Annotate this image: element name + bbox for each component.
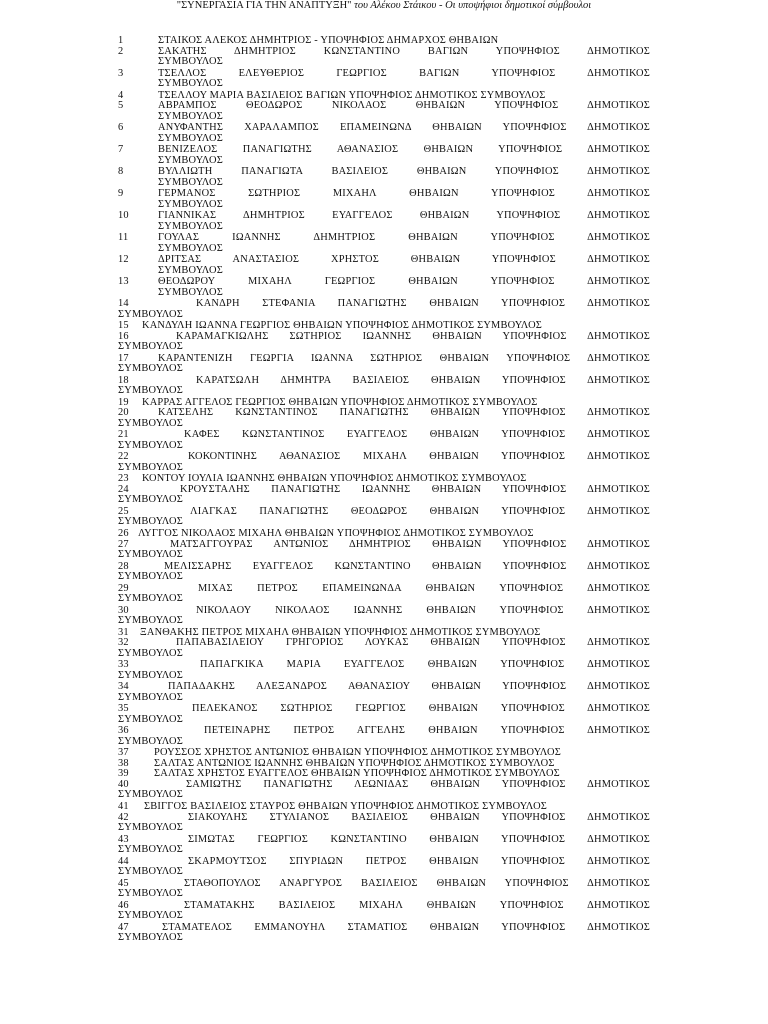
list-item <box>118 901 650 923</box>
list-item <box>118 47 650 69</box>
candidate-entry-continued: ΣΥΜΒΟΥΛΟΣ <box>158 154 223 166</box>
candidate-entry: ΚΑΡΑΜΑΓΚΙΩΛΗΣ ΣΩΤΗΡΙΟΣ ΙΩΑΝΝΗΣ ΘΗΒΑΙΩΝ ΥΠΟΨΗΦΙΟΣ ΔΗΜΟΤΙΚΟΣ <box>176 331 650 342</box>
document-header <box>0 0 768 14</box>
candidate-entry: ΣΤΑΜΑΤΕΛΟΣ ΕΜΜΑΝΟΥΗΛ ΣΤΑΜΑΤΙΟΣ ΘΗΒΑΙΩΝ ΥΠΟΨΗΦΙΟΣ ΔΗΜΟΤΙΚΟΣ <box>162 922 650 933</box>
coalition-name: "ΣΥΝΕΡΓΑΣΙΑ ΓΙΑ ΤΗΝ ΑΝΑΠΤΥΞΗ" <box>176 0 352 11</box>
candidate-entry-continued: ΣΥΜΒΟΥΛΟΣ <box>158 286 223 298</box>
candidate-entry-continued: ΣΥΜΒΟΥΛΟΣ <box>118 909 183 921</box>
candidate-entry: ΓΙΑΝΝΙΚΑΣ ΔΗΜΗΤΡΙΟΣ ΕΥΑΓΓΕΛΟΣ ΘΗΒΑΙΩΝ ΥΠΟΨΗΦΙΟΣ ΔΗΜΟΤΙΚΟΣ <box>158 211 650 222</box>
candidate-entry: ΜΙΧΑΣ ΠΕΤΡΟΣ ΕΠΑΜΕΙΝΩΝΔΑ ΘΗΒΑΙΩΝ ΥΠΟΨΗΦΙΟΣ ΔΗΜΟΤΙΚΟΣ <box>198 583 650 594</box>
candidate-number: 24 <box>118 483 129 495</box>
candidate-number: 32 <box>118 637 129 649</box>
list-item <box>118 726 650 748</box>
candidate-entry: ΣΤΑΘΟΠΟΥΛΟΣ ΑΝΑΡΓΥΡΟΣ ΒΑΣΙΛΕΙΟΣ ΘΗΒΑΙΩΝ ΥΠΟΨΗΦΙΟΣ ΔΗΜΟΤΙΚΟΣ <box>184 878 650 889</box>
candidate-number: 27 <box>118 538 129 550</box>
list-item <box>118 91 650 102</box>
list-item <box>118 628 650 639</box>
candidate-number: 8 <box>118 166 124 178</box>
candidate-entry: ΣΙΜΩΤΑΣ ΓΕΩΡΓΙΟΣ ΚΩΝΣΤΑΝΤΙΝΟ ΘΗΒΑΙΩΝ ΥΠΟΨΗΦΙΟΣ ΔΗΜΟΤΙΚΟΣ <box>188 834 650 845</box>
candidate-entry: ΒΕΝΙΖΕΛΟΣ ΠΑΝΑΓΙΩΤΗΣ ΑΘΑΝΑΣΙΟΣ ΘΗΒΑΙΩΝ ΥΠΟΨΗΦΙΟΣ ΔΗΜΟΤΙΚΟΣ <box>158 145 650 156</box>
candidate-entry: ΛΥΓΓΟΣ ΝΙΚΟΛΑΟΣ ΜΙΧΑΗΛ ΘΗΒΑΙΩΝ ΥΠΟΨΗΦΙΟΣ ΔΗΜΟΤΙΚΟΣ ΣΥΜΒΟΥΛΟΣ <box>138 528 534 539</box>
candidate-entry: ΡΟΥΣΣΟΣ ΧΡΗΣΤΟΣ ΑΝΤΩΝΙΟΣ ΘΗΒΑΙΩΝ ΥΠΟΨΗΦΙΟΣ ΔΗΜΟΤΙΚΟΣ ΣΥΜΒΟΥΛΟΣ <box>154 748 561 759</box>
candidate-entry: ΔΡΙΤΣΑΣ ΑΝΑΣΤΑΣΙΟΣ ΧΡΗΣΤΟΣ ΘΗΒΑΙΩΝ ΥΠΟΨΗΦΙΟΣ ΔΗΜΟΤΙΚΟΣ <box>158 255 650 266</box>
candidate-entry: ΚΑΦΕΣ ΚΩΝΣΤΑΝΤΙΝΟΣ ΕΥΑΓΓΕΛΟΣ ΘΗΒΑΙΩΝ ΥΠΟΨΗΦΙΟΣ ΔΗΜΟΤΙΚΟΣ <box>184 430 650 441</box>
candidate-entry: ΚΑΤΣΕΛΗΣ ΚΩΝΣΤΑΝΤΙΝΟΣ ΠΑΝΑΓΙΩΤΗΣ ΘΗΒΑΙΩΝ ΥΠΟΨΗΦΙΟΣ ΔΗΜΟΤΙΚΟΣ <box>158 408 650 419</box>
candidate-number: 7 <box>118 144 124 156</box>
candidate-entry: ΤΣΕΛΛΟΥ ΜΑΡΙΑ ΒΑΣΙΛΕΙΟΣ ΒΑΓΙΩΝ ΥΠΟΨΗΦΙΟΣ ΔΗΜΟΤΙΚΟΣ ΣΥΜΒΟΥΛΟΣ <box>158 90 546 101</box>
candidate-entry: ΚΑΡΡΑΣ ΑΓΓΕΛΟΣ ΓΕΩΡΓΙΟΣ ΘΗΒΑΙΩΝ ΥΠΟΨΗΦΙΟΣ ΔΗΜΟΤΙΚΟΣ ΣΥΜΒΟΥΛΟΣ <box>142 397 538 408</box>
list-item <box>118 398 650 409</box>
candidate-number: 30 <box>118 604 129 616</box>
candidate-number: 21 <box>118 429 129 441</box>
candidate-number: 20 <box>118 407 129 419</box>
candidate-entry: ΚΑΡΑΤΣΩΛΗ ΔΗΜΗΤΡΑ ΒΑΣΙΛΕΙΟΣ ΘΗΒΑΙΩΝ ΥΠΟΨΗΦΙΟΣ ΔΗΜΟΤΙΚΟΣ <box>196 375 650 386</box>
candidate-entry-continued: ΣΥΜΒΟΥΛΟΣ <box>118 385 183 397</box>
candidate-entry-continued: ΣΥΜΒΟΥΛΟΣ <box>118 439 183 451</box>
candidate-entry-continued: ΣΥΜΒΟΥΛΟΣ <box>118 669 183 681</box>
list-item <box>118 780 650 802</box>
list-item <box>118 299 650 321</box>
candidate-number: 37 <box>118 747 129 759</box>
candidate-number: 25 <box>118 505 129 517</box>
candidate-entry: ΤΣΕΛΛΟΣ ΕΛΕΥΘΕΡΙΟΣ ΓΕΩΡΓΙΟΣ ΒΑΓΙΩΝ ΥΠΟΨΗΦΙΟΣ ΔΗΜΟΤΙΚΟΣ <box>158 68 650 79</box>
candidate-entry: ΠΑΠΑΓΚΙΚΑ ΜΑΡΙΑ ΕΥΑΓΓΕΛΟΣ ΘΗΒΑΙΩΝ ΥΠΟΨΗΦΙΟΣ ΔΗΜΟΤΙΚΟΣ <box>200 660 650 671</box>
candidate-entry-continued: ΣΥΜΒΟΥΛΟΣ <box>158 110 223 122</box>
list-item <box>118 704 650 726</box>
candidate-entry: ΚΑΝΔΡΗ ΣΤΕΦΑΝΙΑ ΠΑΝΑΓΙΩΤΗΣ ΘΗΒΑΙΩΝ ΥΠΟΨΗΦΙΟΣ ΔΗΜΟΤΙΚΟΣ <box>196 299 650 310</box>
candidate-entry: ΞΑΝΘΑΚΗΣ ΠΕΤΡΟΣ ΜΙΧΑΗΛ ΘΗΒΑΙΩΝ ΥΠΟΨΗΦΙΟΣ ΔΗΜΟΤΙΚΟΣ ΣΥΜΒΟΥΛΟΣ <box>140 627 541 638</box>
candidate-number: 40 <box>118 778 129 790</box>
list-item <box>118 332 650 354</box>
list-item <box>118 813 650 835</box>
candidate-number: 47 <box>118 921 129 933</box>
candidate-entry: ΣΑΜΙΩΤΗΣ ΠΑΝΑΓΙΩΤΗΣ ΛΕΩΝΙΔΑΣ ΘΗΒΑΙΩΝ ΥΠΟΨΗΦΙΟΣ ΔΗΜΟΤΙΚΟΣ <box>186 779 650 790</box>
candidate-number: 29 <box>118 582 129 594</box>
candidate-number: 34 <box>118 681 129 693</box>
candidate-entry-continued: ΣΥΜΒΟΥΛΟΣ <box>118 735 183 747</box>
list-item <box>118 474 650 485</box>
candidate-number: 16 <box>118 330 129 342</box>
list-item <box>118 36 650 47</box>
candidate-entry-continued: ΣΥΜΒΟΥΛΟΣ <box>118 417 183 429</box>
list-item <box>118 682 650 704</box>
list-item <box>118 748 650 759</box>
candidate-number: 15 <box>118 320 129 332</box>
candidate-entry: ΣΑΚΑΤΗΣ ΔΗΜΗΤΡΙΟΣ ΚΩΝΣΤΑΝΤΙΝΟ ΒΑΓΙΩΝ ΥΠΟΨΗΦΙΟΣ ΔΗΜΟΤΙΚΟΣ <box>158 46 650 57</box>
candidate-entry-continued: ΣΥΜΒΟΥΛΟΣ <box>118 713 183 725</box>
candidate-entry: ΠΑΠΑΔΑΚΗΣ ΑΛΕΞΑΝΔΡΟΣ ΑΘΑΝΑΣΙΟΥ ΘΗΒΑΙΩΝ ΥΠΟΨΗΦΙΟΣ ΔΗΜΟΤΙΚΟΣ <box>168 682 650 693</box>
list-item <box>118 376 650 398</box>
list-item <box>118 321 650 332</box>
document-subtitle: του Αλέκου Στάικου - Οι υποψήφιοι δημοτικοί σύμβουλοι <box>351 0 592 11</box>
list-item <box>118 189 650 211</box>
candidate-entry: ΑΒΡΑΜΠΟΣ ΘΕΟΔΩΡΟΣ ΝΙΚΟΛΑΟΣ ΘΗΒΑΙΩΝ ΥΠΟΨΗΦΙΟΣ ΔΗΜΟΤΙΚΟΣ <box>158 101 650 112</box>
candidate-entry-continued: ΣΥΜΒΟΥΛΟΣ <box>118 614 183 626</box>
candidate-entry: ΣΚΑΡΜΟΥΤΣΟΣ ΣΠΥΡΙΔΩΝ ΠΕΤΡΟΣ ΘΗΒΑΙΩΝ ΥΠΟΨΗΦΙΟΣ ΔΗΜΟΤΙΚΟΣ <box>188 856 650 867</box>
candidate-number: 4 <box>118 89 124 101</box>
candidate-entry-continued: ΣΥΜΒΟΥΛΟΣ <box>118 548 183 560</box>
candidate-entry: ΘΕΟΔΩΡΟΥ ΜΙΧΑΗΛ ΓΕΩΡΓΙΟΣ ΘΗΒΑΙΩΝ ΥΠΟΨΗΦΙΟΣ ΔΗΜΟΤΙΚΟΣ <box>158 277 650 288</box>
list-item <box>118 759 650 770</box>
candidate-entry: ΜΕΛΙΣΣΑΡΗΣ ΕΥΑΓΓΕΛΟΣ ΚΩΝΣΤΑΝΤΙΝΟ ΘΗΒΑΙΩΝ ΥΠΟΨΗΦΙΟΣ ΔΗΜΟΤΙΚΟΣ <box>164 561 650 572</box>
candidate-entry-continued: ΣΥΜΒΟΥΛΟΣ <box>158 132 223 144</box>
list-item <box>118 769 650 780</box>
candidate-entry: ΣΤΑΜΑΤΑΚΗΣ ΒΑΣΙΛΕΙΟΣ ΜΙΧΑΗΛ ΘΗΒΑΙΩΝ ΥΠΟΨΗΦΙΟΣ ΔΗΜΟΤΙΚΟΣ <box>184 900 650 911</box>
candidate-entry: ΠΕΛΕΚΑΝΟΣ ΣΩΤΗΡΙΟΣ ΓΕΩΡΓΙΟΣ ΘΗΒΑΙΩΝ ΥΠΟΨΗΦΙΟΣ ΔΗΜΟΤΙΚΟΣ <box>192 704 650 715</box>
candidate-entry-continued: ΣΥΜΒΟΥΛΟΣ <box>118 308 183 320</box>
candidate-entry: ΣΒΙΓΓΟΣ ΒΑΣΙΛΕΙΟΣ ΣΤΑΥΡΟΣ ΘΗΒΑΙΩΝ ΥΠΟΨΗΦΙΟΣ ΔΗΜΟΤΙΚΟΣ ΣΥΜΒΟΥΛΟΣ <box>144 801 548 812</box>
candidate-entry-continued: ΣΥΜΒΟΥΛΟΣ <box>118 931 183 943</box>
list-item <box>118 507 650 529</box>
candidate-number: 44 <box>118 855 129 867</box>
candidate-number: 6 <box>118 122 124 134</box>
candidate-number: 46 <box>118 899 129 911</box>
list-item <box>118 529 650 540</box>
candidate-entry: ΚΡΟΥΣΤΑΛΗΣ ΠΑΝΑΓΙΩΤΗΣ ΙΩΑΝΝΗΣ ΘΗΒΑΙΩΝ ΥΠΟΨΗΦΙΟΣ ΔΗΜΟΤΙΚΟΣ <box>180 484 650 495</box>
candidate-number: 19 <box>118 396 129 408</box>
candidate-entry: ΚΑΡΑΝΤΕΝΙΖΗ ΓΕΩΡΓΙΑ ΙΩΑΝΝΑ ΣΩΤΗΡΙΟΣ ΘΗΒΑΙΩΝ ΥΠΟΨΗΦΙΟΣ ΔΗΜΟΤΙΚΟΣ <box>158 353 650 364</box>
candidate-entry-continued: ΣΥΜΒΟΥΛΟΣ <box>158 176 223 188</box>
candidate-number: 43 <box>118 833 129 845</box>
candidate-number: 1 <box>118 35 124 46</box>
list-item <box>118 452 650 474</box>
list-item <box>118 255 650 277</box>
list-item <box>118 802 650 813</box>
candidate-number: 28 <box>118 560 129 572</box>
candidate-entry-continued: ΣΥΜΒΟΥΛΟΣ <box>118 516 183 528</box>
candidate-entry-continued: ΣΥΜΒΟΥΛΟΣ <box>118 789 183 801</box>
candidate-entry-continued: ΣΥΜΒΟΥΛΟΣ <box>118 865 183 877</box>
candidate-number: 17 <box>118 352 129 364</box>
candidate-entry-continued: ΣΥΜΒΟΥΛΟΣ <box>158 56 223 67</box>
list-item <box>118 69 650 91</box>
candidate-entry-continued: ΣΥΜΒΟΥΛΟΣ <box>118 363 183 375</box>
list-item <box>118 485 650 507</box>
list-item <box>118 101 650 123</box>
list-item <box>118 879 650 901</box>
candidate-entry-continued: ΣΥΜΒΟΥΛΟΣ <box>118 341 183 353</box>
candidate-entry: ΒΥΛΛΙΩΤΗ ΠΑΝΑΓΙΩΤΑ ΒΑΣΙΛΕΙΟΣ ΘΗΒΑΙΩΝ ΥΠΟΨΗΦΙΟΣ ΔΗΜΟΤΙΚΟΣ <box>158 167 650 178</box>
candidate-number: 35 <box>118 703 129 715</box>
candidate-number: 9 <box>118 188 124 200</box>
candidate-entry: ΚΟΚΟΝΤΙΝΗΣ ΑΘΑΝΑΣΙΟΣ ΜΙΧΑΗΛ ΘΗΒΑΙΩΝ ΥΠΟΨΗΦΙΟΣ ΔΗΜΟΤΙΚΟΣ <box>188 452 650 463</box>
list-item <box>118 923 650 945</box>
candidate-number: 22 <box>118 451 129 463</box>
candidate-entry: ΑΝΥΦΑΝΤΗΣ ΧΑΡΑΛΑΜΠΟΣ ΕΠΑΜΕΙΝΩΝΔ ΘΗΒΑΙΩΝ ΥΠΟΨΗΦΙΟΣ ΔΗΜΟΤΙΚΟΣ <box>158 123 650 134</box>
candidate-entry: ΣΙΑΚΟΥΛΗΣ ΣΤΥΛΙΑΝΟΣ ΒΑΣΙΛΕΙΟΣ ΘΗΒΑΙΩΝ ΥΠΟΨΗΦΙΟΣ ΔΗΜΟΤΙΚΟΣ <box>188 812 650 823</box>
candidate-entry: ΛΙΑΓΚΑΣ ΠΑΝΑΓΙΩΤΗΣ ΘΕΟΔΩΡΟΣ ΘΗΒΑΙΩΝ ΥΠΟΨΗΦΙΟΣ ΔΗΜΟΤΙΚΟΣ <box>190 506 650 517</box>
candidate-entry-continued: ΣΥΜΒΟΥΛΟΣ <box>118 887 183 899</box>
candidate-number: 26 <box>118 527 129 539</box>
candidate-entry: ΓΕΡΜΑΝΟΣ ΣΩΤΗΡΙΟΣ ΜΙΧΑΗΛ ΘΗΒΑΙΩΝ ΥΠΟΨΗΦΙΟΣ ΔΗΜΟΤΙΚΟΣ <box>158 189 650 200</box>
candidate-entry-continued: ΣΥΜΒΟΥΛΟΣ <box>118 821 183 833</box>
candidate-number: 14 <box>118 298 129 310</box>
candidate-number: 18 <box>118 374 129 386</box>
list-item <box>118 584 650 606</box>
candidate-entry-continued: ΣΥΜΒΟΥΛΟΣ <box>118 494 183 506</box>
candidate-entry: ΣΤΑΙΚΟΣ ΑΛΕΚΟΣ ΔΗΜΗΤΡΙΟΣ - ΥΠΟΨΗΦΙΟΣ ΔΗΜΑΡΧΟΣ ΘΗΒΑΙΩΝ <box>158 36 499 46</box>
list-item <box>118 540 650 562</box>
candidate-entry-continued: ΣΥΜΒΟΥΛΟΣ <box>158 78 223 89</box>
candidate-number: 31 <box>118 626 129 638</box>
candidate-number: 3 <box>118 67 124 79</box>
candidate-number: 11 <box>118 232 129 244</box>
candidate-entry: ΝΙΚΟΛΑΟΥ ΝΙΚΟΛΑΟΣ ΙΩΑΝΝΗΣ ΘΗΒΑΙΩΝ ΥΠΟΨΗΦΙΟΣ ΔΗΜΟΤΙΚΟΣ <box>196 605 650 616</box>
candidate-entry: ΠΑΠΑΒΑΣΙΛΕΙΟΥ ΓΡΗΓΟΡΙΟΣ ΛΟΥΚΑΣ ΘΗΒΑΙΩΝ ΥΠΟΨΗΦΙΟΣ ΔΗΜΟΤΙΚΟΣ <box>176 638 650 649</box>
candidate-number: 36 <box>118 725 129 737</box>
list-item <box>118 211 650 233</box>
candidate-entry: ΣΑΛΤΑΣ ΑΝΤΩΝΙΟΣ ΙΩΑΝΝΗΣ ΘΗΒΑΙΩΝ ΥΠΟΨΗΦΙΟΣ ΔΗΜΟΤΙΚΟΣ ΣΥΜΒΟΥΛΟΣ <box>154 758 555 769</box>
candidate-entry-continued: ΣΥΜΒΟΥΛΟΣ <box>158 220 223 232</box>
candidate-number: 39 <box>118 768 129 780</box>
candidate-number: 5 <box>118 100 124 112</box>
candidate-entry-continued: ΣΥΜΒΟΥΛΟΣ <box>118 647 183 659</box>
candidate-entry: ΚΑΝΔΥΛΗ ΙΩΑΝΝΑ ΓΕΩΡΓΙΟΣ ΘΗΒΑΙΩΝ ΥΠΟΨΗΦΙΟΣ ΔΗΜΟΤΙΚΟΣ ΣΥΜΒΟΥΛΟΣ <box>142 321 543 332</box>
list-item <box>118 123 650 145</box>
candidate-entry: ΜΑΤΣΑΓΓΟΥΡΑΣ ΑΝΤΩΝΙΟΣ ΔΗΜΗΤΡΙΟΣ ΘΗΒΑΙΩΝ ΥΠΟΨΗΦΙΟΣ ΔΗΜΟΤΙΚΟΣ <box>170 539 650 550</box>
candidate-number: 12 <box>118 254 129 266</box>
list-item <box>118 167 650 189</box>
candidate-number: 23 <box>118 473 129 485</box>
candidate-entry-continued: ΣΥΜΒΟΥΛΟΣ <box>118 592 183 604</box>
list-item <box>118 408 650 430</box>
list-item <box>118 606 650 628</box>
candidate-entry-continued: ΣΥΜΒΟΥΛΟΣ <box>118 570 183 582</box>
candidate-entry-continued: ΣΥΜΒΟΥΛΟΣ <box>158 242 223 254</box>
list-item <box>118 354 650 376</box>
candidate-number: 42 <box>118 811 129 823</box>
candidate-number: 45 <box>118 877 129 889</box>
candidate-number: 33 <box>118 659 129 671</box>
list-item <box>118 233 650 255</box>
candidate-entry-continued: ΣΥΜΒΟΥΛΟΣ <box>158 264 223 276</box>
candidate-number: 41 <box>118 800 129 812</box>
candidate-number: 13 <box>118 276 129 288</box>
list-item <box>118 277 650 299</box>
list-item <box>118 562 650 584</box>
candidate-list <box>118 36 650 945</box>
candidate-entry-continued: ΣΥΜΒΟΥΛΟΣ <box>118 691 183 703</box>
list-item <box>118 145 650 167</box>
candidate-entry: ΣΑΛΤΑΣ ΧΡΗΣΤΟΣ ΕΥΑΓΓΕΛΟΣ ΘΗΒΑΙΩΝ ΥΠΟΨΗΦΙΟΣ ΔΗΜΟΤΙΚΟΣ ΣΥΜΒΟΥΛΟΣ <box>154 769 560 780</box>
list-item <box>118 430 650 452</box>
candidate-number: 38 <box>118 757 129 769</box>
candidate-number: 2 <box>118 45 124 57</box>
candidate-entry-continued: ΣΥΜΒΟΥΛΟΣ <box>118 843 183 855</box>
candidate-entry: ΠΕΤΕΙΝΑΡΗΣ ΠΕΤΡΟΣ ΑΓΓΕΛΗΣ ΘΗΒΑΙΩΝ ΥΠΟΨΗΦΙΟΣ ΔΗΜΟΤΙΚΟΣ <box>204 726 650 737</box>
candidate-entry: ΓΟΥΛΑΣ ΙΩΑΝΝΗΣ ΔΗΜΗΤΡΙΟΣ ΘΗΒΑΙΩΝ ΥΠΟΨΗΦΙΟΣ ΔΗΜΟΤΙΚΟΣ <box>158 233 650 244</box>
candidate-entry: ΚΟΝΤΟΥ ΙΟΥΛΙΑ ΙΩΑΝΝΗΣ ΘΗΒΑΙΩΝ ΥΠΟΨΗΦΙΟΣ ΔΗΜΟΤΙΚΟΣ ΣΥΜΒΟΥΛΟΣ <box>142 474 527 485</box>
candidate-entry-continued: ΣΥΜΒΟΥΛΟΣ <box>118 461 183 473</box>
list-item <box>118 638 650 660</box>
list-item <box>118 857 650 879</box>
list-item <box>118 660 650 682</box>
candidate-number: 10 <box>118 210 129 222</box>
list-item <box>118 835 650 857</box>
candidate-entry-continued: ΣΥΜΒΟΥΛΟΣ <box>158 198 223 210</box>
